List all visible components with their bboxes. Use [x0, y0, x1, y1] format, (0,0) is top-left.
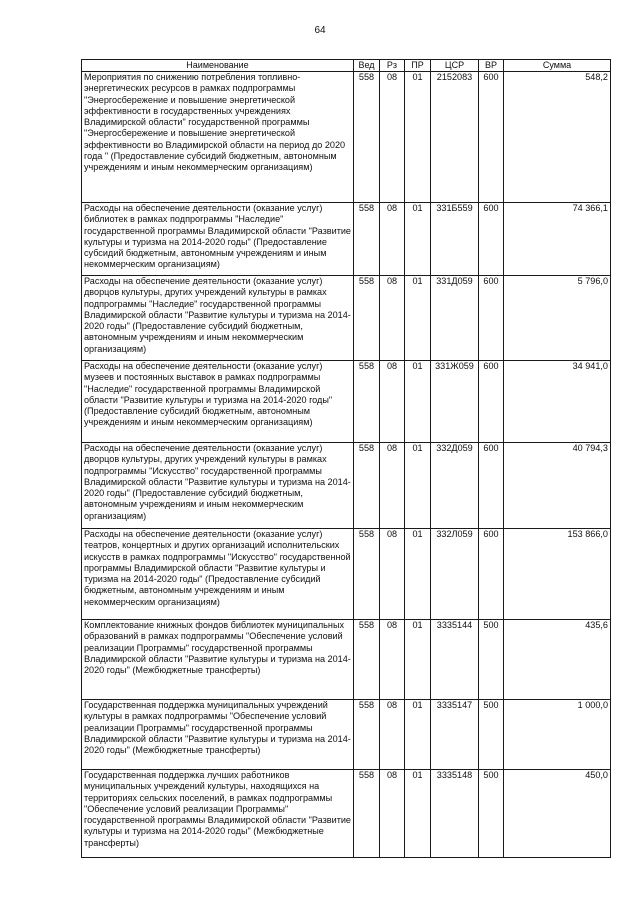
row-rz: 08 [380, 700, 405, 770]
row-csr: 3335148 [431, 770, 479, 858]
row-vr: 600 [479, 361, 504, 443]
row-name: Комплектование книжных фондов библиотек муниципальных образований в рамках подпрограммы "Обеспечение условий реализации Программы" государственной программы Владимирской области "Развитие культуры и туризма на 2014-2020 годы" (Межбюджетные трансферты) [82, 620, 354, 700]
row-name: Мероприятия по снижению потребления топливно-энергетических ресурсов в рамках подпрограммы "Энергосбережение и повышение энергетической эффективности в государственных учреждениях Владимирской области" государственной программы "Энергосбережение и повышение энергетической эффективности во Владимирской области на период до 2020 года " (Предоставление субсидий бюджетным, автономным учреждениям и иным некоммерческим организациям) [82, 72, 354, 203]
row-pr: 01 [405, 361, 431, 443]
table-row [82, 203, 611, 276]
row-csr: 3335144 [431, 620, 479, 700]
row-vr: 500 [479, 620, 504, 700]
row-pr: 01 [405, 620, 431, 700]
header-rz: Рз [380, 60, 405, 72]
row-csr: 331Ж059 [431, 361, 479, 443]
header-ved: Вед [354, 60, 380, 72]
table-header-row [82, 60, 611, 72]
row-name: Расходы на обеспечение деятельности (оказание услуг) музеев и постоянных выставок в рамках подпрограммы "Наследие" государственной программы Владимирской области "Развитие культуры и туризма на 2014-2020 годы" (Предоставление субсидий бюджетным, автономным учреждениям и иным некоммерческим организациям) [82, 361, 354, 443]
header-sum: Сумма [504, 60, 611, 72]
row-rz: 08 [380, 529, 405, 620]
row-sum: 74 366,1 [504, 203, 611, 276]
row-vr: 600 [479, 72, 504, 203]
row-pr: 01 [405, 203, 431, 276]
header-name: Наименование [82, 60, 354, 72]
row-ved: 558 [354, 361, 380, 443]
row-pr: 01 [405, 443, 431, 529]
table-row [82, 770, 611, 858]
table-row [82, 72, 611, 203]
table-row [82, 620, 611, 700]
row-rz: 08 [380, 72, 405, 203]
row-vr: 600 [479, 443, 504, 529]
row-vr: 600 [479, 529, 504, 620]
row-csr: 2152083 [431, 72, 479, 203]
header-pr: ПР [405, 60, 431, 72]
row-ved: 558 [354, 203, 380, 276]
row-vr: 600 [479, 203, 504, 276]
row-vr: 500 [479, 700, 504, 770]
row-pr: 01 [405, 72, 431, 203]
row-ved: 558 [354, 700, 380, 770]
row-rz: 08 [380, 620, 405, 700]
row-rz: 08 [380, 361, 405, 443]
row-sum: 153 866,0 [504, 529, 611, 620]
row-rz: 08 [380, 443, 405, 529]
row-csr: 332Д059 [431, 443, 479, 529]
row-name: Государственная поддержка муниципальных учреждений культуры в рамках подпрограммы "Обеспечение условий реализации Программы" государственной программы Владимирской области "Развитие культуры и туризма на 2014-2020 годы" (Межбюджетные трансферты) [82, 700, 354, 770]
row-rz: 08 [380, 770, 405, 858]
row-sum: 5 796,0 [504, 276, 611, 361]
row-pr: 01 [405, 276, 431, 361]
row-name: Расходы на обеспечение деятельности (оказание услуг) дворцов культуры, других учреждений культуры в рамках подпрограммы "Искусство" государственной программы Владимирской области "Развитие культуры и туризма на 2014-2020 годы" (Предоставление субсидий бюджетным, автономным учреждениям и иным некоммерческим организациям) [82, 443, 354, 529]
row-pr: 01 [405, 700, 431, 770]
row-sum: 435,6 [504, 620, 611, 700]
row-name: Расходы на обеспечение деятельности (оказание услуг) дворцов культуры, других учреждений культуры в рамках подпрограммы "Наследие" государственной программы Владимирской области "Развитие культуры и туризма на 2014-2020 годы" (Предоставление субсидий бюджетным, автономным учреждениям и иным некоммерческим организациям) [82, 276, 354, 361]
table-row [82, 700, 611, 770]
row-csr: 3335147 [431, 700, 479, 770]
table-row [82, 529, 611, 620]
row-name: Расходы на обеспечение деятельности (оказание услуг) библиотек в рамках подпрограммы "Наследие" государственной программы Владимирской области "Развитие культуры и туризма на 2014-2020 годы" (Предоставление субсидий бюджетным, автономным учреждениям и иным некоммерческим организациям) [82, 203, 354, 276]
row-sum: 450,0 [504, 770, 611, 858]
table-row [82, 443, 611, 529]
row-ved: 558 [354, 770, 380, 858]
row-sum: 40 794,3 [504, 443, 611, 529]
row-name: Расходы на обеспечение деятельности (оказание услуг) театров, концертных и других организаций исполнительских искусств в рамках подпрограммы "Искусство" государственной программы Владимирской области "Развитие культуры и туризма на 2014-2020 годы" (Предоставление субсидий бюджетным, автономным учреждениям и иным некоммерческим организациям) [82, 529, 354, 620]
header-vr: ВР [479, 60, 504, 72]
row-rz: 08 [380, 203, 405, 276]
row-ved: 558 [354, 72, 380, 203]
row-pr: 01 [405, 770, 431, 858]
page-number: 64 [314, 25, 326, 36]
row-csr: 331Д059 [431, 276, 479, 361]
row-sum: 34 941,0 [504, 361, 611, 443]
row-ved: 558 [354, 620, 380, 700]
row-sum: 548,2 [504, 72, 611, 203]
row-ved: 558 [354, 443, 380, 529]
row-vr: 600 [479, 276, 504, 361]
row-pr: 01 [405, 529, 431, 620]
budget-table [81, 59, 611, 858]
row-vr: 500 [479, 770, 504, 858]
row-name: Государственная поддержка лучших работников муниципальных учреждений культуры, находящихся на территориях сельских поселений, в рамках подпрограммы "Обеспечение условий реализации Программы" государственной программы Владимирской области "Развитие культуры и туризма на 2014-2020 годы" (Межбюджетные трансферты) [82, 770, 354, 858]
row-ved: 558 [354, 276, 380, 361]
row-csr: 331Б559 [431, 203, 479, 276]
row-csr: 332Л059 [431, 529, 479, 620]
header-csr: ЦСР [431, 60, 479, 72]
table-row [82, 276, 611, 361]
table-row [82, 361, 611, 443]
row-ved: 558 [354, 529, 380, 620]
row-sum: 1 000,0 [504, 700, 611, 770]
row-rz: 08 [380, 276, 405, 361]
